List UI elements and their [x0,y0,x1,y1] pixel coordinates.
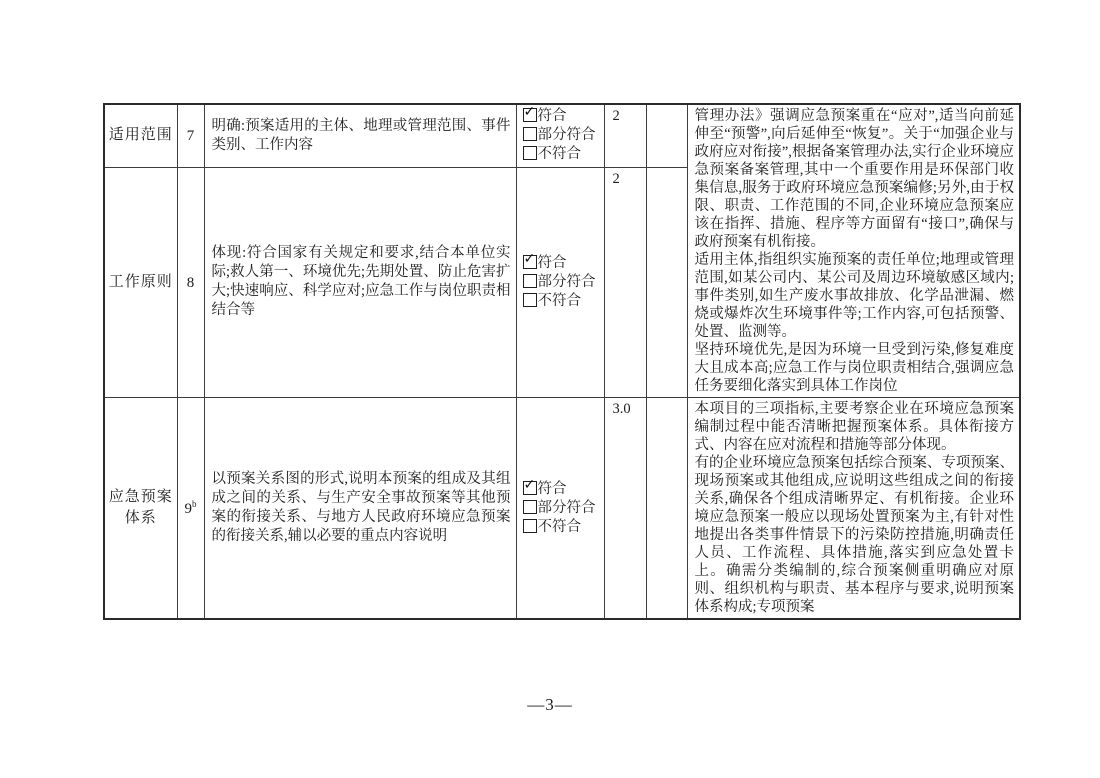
item-number: 9 [184,500,192,517]
category-cell [104,167,177,397]
category-cell [104,398,177,620]
unchecked-checkbox-icon [523,500,537,514]
item-number: 7 [186,128,195,145]
requirement-text: 以预案关系图的形式,说明本预案的组成及其组成之间的关系、与生产安全事故预案等其他预案的衔接关系、与地方人民政府环境应急预案的衔接关系,辅以必要的重点内容说明 [211,471,511,544]
checkbox-option [523,104,604,126]
checkbox-label: 不符合 [537,518,581,535]
category-label: 应急预案 体系 [108,489,173,526]
checkbox-label: 符合 [537,480,567,497]
checkbox-group [516,167,604,397]
check-mark-icon: ✓ [523,104,536,121]
unchecked-checkbox-icon [523,274,537,288]
requirement-cell [204,167,516,397]
item-number-cell [177,167,204,397]
item-number: 8 [186,274,195,291]
blank-cell [646,167,687,397]
item-number-cell [177,398,204,620]
check-mark-icon: ✓ [523,476,536,493]
commentary-text: 管理办法》强调应急预案重在“应对”,适当向前延伸至“预警”,向后延伸至“恢复”。关于“加强企业与政府应对衔接”,根据备案管理办法,实行企业环境应急预案备案管理,其中一个重要作用是环保部门收集信息,服务于政府环境应急预案编修;另外,由于权限、职责、工作范围的不同,企业环境应急预案应该在指挥、措施、程序等方面留有“接口”,确保与政府预案有机衔接。 适用主体,指组织实施预案的责任单位;地理或管理范围,如某公司内、某公司及周边环境敏感区域内;事件类别,如生产废水事故排放、化学品泄漏、燃烧或爆炸次生环境事件等;工作内容,可包括预警、处置、监测等。 坚持环境优先,是因为环境一旦受到污染,修复难度大且成本高;应急工作与岗位职责相结合,强调应急任务要细化落实到具体工作岗位 [694,108,1014,394]
unchecked-checkbox-icon [523,127,537,141]
checked-checkbox-icon [523,250,537,269]
checkbox-option [523,518,604,537]
unchecked-checkbox-icon [523,519,537,533]
requirement-cell [204,104,516,167]
assessment-table [103,103,1021,620]
item-number-superscript: b [192,498,197,509]
checkbox-option [523,273,604,292]
checkbox-label: 符合 [537,254,567,271]
checkbox-option [523,126,604,145]
unchecked-checkbox-icon [523,293,537,307]
blank-cell [646,104,687,167]
checkbox-label: 不符合 [537,292,581,309]
score-value: 3.0 [612,401,631,417]
table-row [104,104,1020,167]
page-number: —3— [527,695,573,714]
checkbox-label: 部分符合 [537,127,596,144]
commentary-cell-merged [687,104,1020,398]
commentary-cell [687,398,1020,620]
commentary-text: 本项目的三项指标,主要考察企业在环境应急预案编制过程中能否清晰把握预案体系。具体衔接方式、内容在应对流程和措施等部分体现。 有的企业环境应急预案包括综合预案、专项预案、现场预案或其他组成,应说明这些组成之间的衔接关系,确保各个组成清晰界定、有机衔接。企业环境应急预案一般应以现场处置预案为主,有针对性地提出各类事件情景下的污染防控措施,明确责任人员、工作流程、具体措施,落实到应急处置卡上。确需分类编制的,综合预案侧重明确应对原则、组织机构与职责、基本程序与要求,说明预案体系构成;专项预案 [694,401,1014,615]
checked-checkbox-icon [523,476,537,495]
requirement-text: 体现:符合国家有关规定和要求,结合本单位实际;救人第一、环境优先;先期处置、防止危害扩大;快速响应、科学应对;应急工作与岗位职责相结合等 [211,245,511,319]
score-cell [604,167,646,397]
category-label: 适用范围 [108,127,173,144]
unchecked-checkbox-icon [523,146,537,160]
checkbox-group [516,398,604,620]
checkbox-option [523,499,604,518]
checked-checkbox-icon [523,104,537,122]
checkbox-option [523,476,604,499]
checkbox-label: 部分符合 [537,273,596,290]
blank-cell [646,398,687,620]
score-cell [604,104,646,167]
check-mark-icon: ✓ [523,250,536,267]
checkbox-label: 符合 [537,108,567,125]
checkbox-option [523,250,604,273]
score-value: 2 [612,108,620,124]
table-row [104,398,1020,620]
score-value: 2 [612,170,620,187]
item-number-cell [177,104,204,167]
checkbox-option [523,292,604,311]
score-cell [604,398,646,620]
checkbox-label: 部分符合 [537,499,596,516]
category-cell [104,104,177,167]
requirement-cell [204,398,516,620]
category-label: 工作原则 [108,273,173,290]
checkbox-label: 不符合 [537,146,581,163]
requirement-text: 明确:预案适用的主体、地理或管理范围、事件类别、工作内容 [211,117,511,153]
checkbox-option [523,145,604,164]
checkbox-group [516,104,604,167]
